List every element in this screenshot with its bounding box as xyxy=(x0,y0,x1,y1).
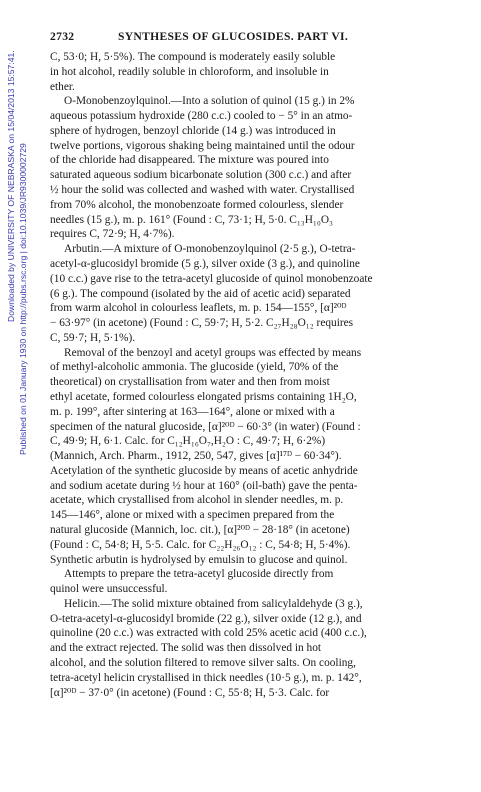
paragraph-p2 xyxy=(50,242,455,345)
text-line: O-tetra-acetyl-α-glucosidyl bromide (22 g.), silver oxide (12 g.), and xyxy=(50,612,362,625)
text-line: specimen of the natural glucoside, [α]²⁰ᴰ − 60·3° (in water) (Found : xyxy=(50,420,361,433)
text-line: in hot alcohol, readily soluble in chloroform, and insoluble in xyxy=(50,65,329,78)
paragraph-p4 xyxy=(50,567,455,597)
page-number: 2732 xyxy=(50,30,75,43)
text-line: twelve portions, vigorous shaking being maintained until the odour xyxy=(50,139,355,152)
paragraph-p1 xyxy=(50,94,455,242)
text-line: of the chloride had disappeared. The mixture was poured into xyxy=(50,154,329,167)
text-line: from 70% alcohol, the monobenzoate formed colourless, slender xyxy=(50,198,344,211)
text-line: theoretical) on crystallisation from water and then from moist xyxy=(50,376,330,389)
paragraph-p3 xyxy=(50,346,455,568)
text-line: of methyl-alcoholic ammonia. The glucoside (yield, 70% of the xyxy=(50,361,339,374)
text-line: Acetylation of the synthetic glucoside by means of acetic anhydride xyxy=(50,464,358,477)
text-line: − 63·97° (in acetone) (Found : C, 59·7; H, 5·2. C₂₇H₂₈O₁₂ requires xyxy=(50,317,354,330)
text-line: quinol were unsuccessful. xyxy=(50,583,168,596)
text-line: requires C, 72·9; H, 4·7%). xyxy=(50,228,175,241)
text-line: Removal of the benzoyl and acetyl groups was effected by means xyxy=(64,346,362,359)
text-line: Synthetic arbutin is hydrolysed by emulsin to glucose and quinol. xyxy=(50,553,348,566)
text-line: ether. xyxy=(50,80,75,93)
text-line: [α]²⁰ᴰ − 37·0° (in acetone) (Found : C, 55·8; H, 5·3. Calc. for xyxy=(50,686,330,699)
text-line: needles (15 g.), m. p. 161° (Found : C, 73·1; H, 5·0. C₁₃H₁₀O₃ xyxy=(50,213,333,226)
journal-page xyxy=(50,30,455,700)
text-line: Helicin.—The solid mixture obtained from salicylaldehyde (3 g.), xyxy=(64,597,363,610)
paragraph-p0 xyxy=(50,50,455,94)
text-line: acetate, which crystallised from alcohol in slender needles, m. p. xyxy=(50,494,344,507)
download-watermark xyxy=(0,0,30,792)
text-line: C, 53·0; H, 5·5%). The compound is moderately easily soluble xyxy=(50,51,336,63)
text-line: C, 59·7; H, 5·1%). xyxy=(50,331,136,344)
running-title: SYNTHESES OF GLUCOSIDES. PART VI. xyxy=(118,30,349,43)
text-line: Attempts to prepare the tetra-acetyl glucoside directly from xyxy=(64,568,334,581)
text-line: alcohol, and the solution filtered to remove silver salts. On cooling, xyxy=(50,657,356,670)
text-line: and the extract rejected. The solid was then dissolved in hot xyxy=(50,642,322,655)
text-line: Arbutin.—A mixture of O-monobenzoylquinol (2·5 g.), O-tetra- xyxy=(64,243,356,256)
text-line: tetra-acetyl helicin crystallised in thick needles (10·5 g.), m. p. 142°, xyxy=(50,671,362,684)
text-line: (6 g.). The compound (isolated by the aid of acetic acid) separated xyxy=(50,287,351,300)
text-line: C, 49·9; H, 6·1. Calc. for C₁₂H₁₆O₇,H₂O : C, 49·7; H, 6·2%) xyxy=(50,435,326,448)
article-body xyxy=(50,50,455,700)
publication-note: Published on 01 January 1930 on http://pubs.rsc.org | doi:10.1039/JR9300002729 xyxy=(18,143,28,455)
text-line: (Mannich, Arch. Pharm., 1912, 250, 547, gives [α]¹⁷ᴰ − 60·34°). xyxy=(50,450,342,463)
paragraph-p5 xyxy=(50,597,455,700)
text-line: and sodium acetate during ½ hour at 160° (oil-bath) gave the penta- xyxy=(50,479,358,492)
text-line: sphere of hydrogen, benzoyl chloride (14 g.) was introduced in xyxy=(50,124,336,137)
text-line: aqueous potassium hydroxide (280 c.c.) cooled to − 5° in an atmo- xyxy=(50,110,353,123)
text-line: ethyl acetate, formed colourless elongated prisms containing 1H₂O, xyxy=(50,390,357,403)
text-line: O-Monobenzoylquinol.—Into a solution of quinol (15 g.) in 2% xyxy=(64,95,355,108)
text-line: natural glucoside (Mannich, loc. cit.), [α]²⁰ᴰ − 28·18° (in acetone) xyxy=(50,524,350,536)
text-line: (Found : C, 54·8; H, 5·5. Calc. for C₂₂H₂₆O₁₂ : C, 54·8; H, 5·4%). xyxy=(50,538,351,551)
text-line: ½ hour the solid was collected and washed with water. Crystallised xyxy=(50,184,355,197)
download-note: Downloaded by UNIVERSITY OF NEBRASKA on 15/04/2013 15:57:41. xyxy=(6,50,16,322)
text-line: from warm alcohol in colourless leaflets, m. p. 154—155°, [α]²⁰ᴰ xyxy=(50,302,347,315)
text-line: quinoline (20 c.c.) was extracted with cold 25% acetic acid (400 c.c.), xyxy=(50,627,367,640)
running-header xyxy=(50,30,455,43)
text-line: (10 c.c.) gave rise to the tetra-acetyl glucoside of quinol monobenzoate xyxy=(50,272,373,285)
text-line: saturated aqueous sodium bicarbonate solution (300 c.c.) and after xyxy=(50,169,352,182)
text-line: 145—146°, alone or mixed with a specimen prepared from the xyxy=(50,509,335,522)
text-line: m. p. 199°, after sintering at 163—164°, alone or mixed with a xyxy=(50,405,335,418)
text-line: acetyl-α-glucosidyl bromide (5 g.), silver oxide (3 g.), and quinoline xyxy=(50,257,360,270)
